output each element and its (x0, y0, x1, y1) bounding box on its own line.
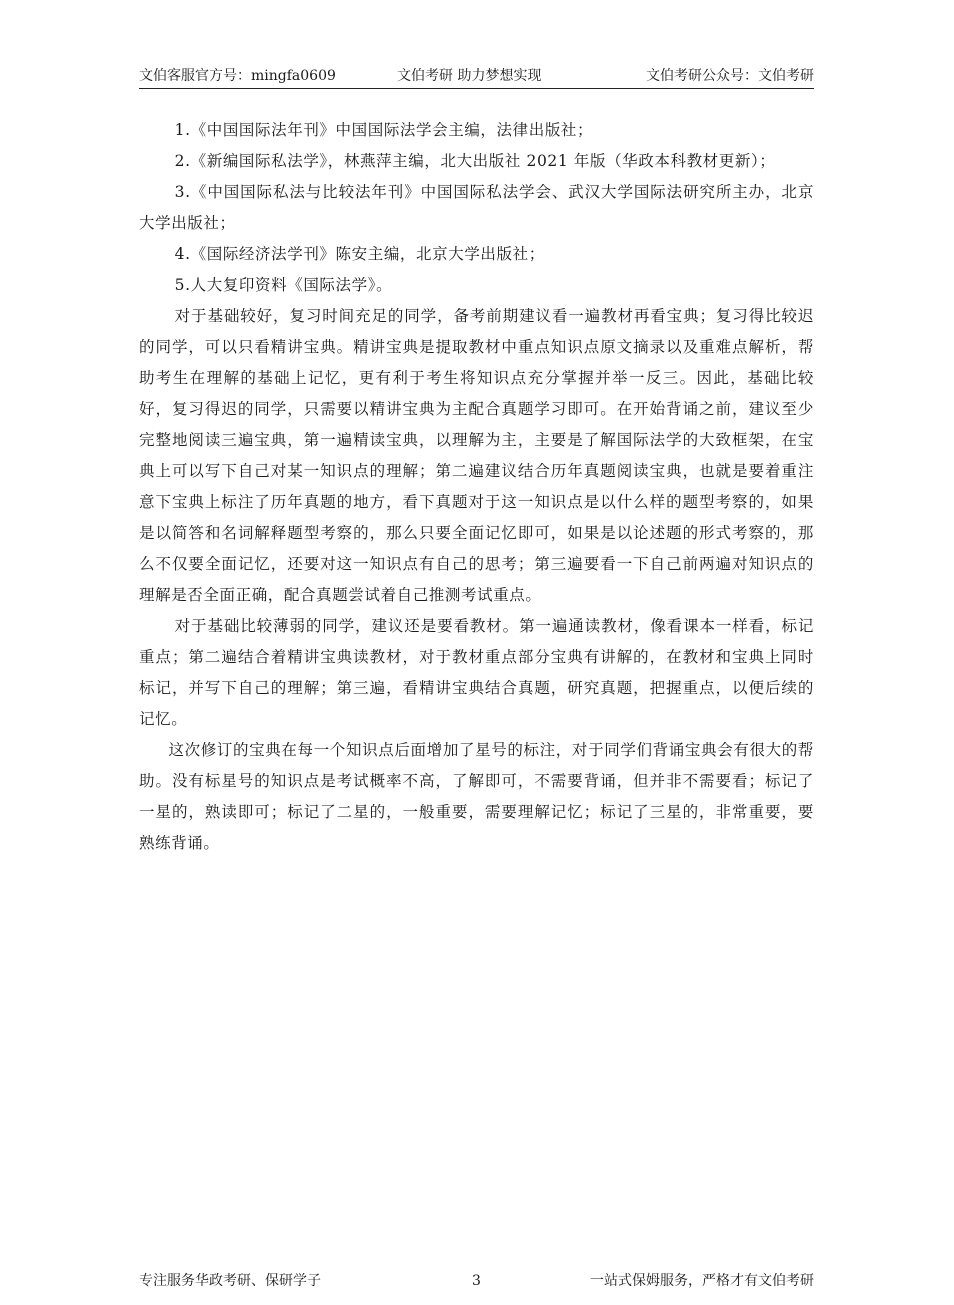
reference-item: 3.《中国国际私法与比较法年刊》中国国际私法学会、武汉大学国际法研究所主办，北京大学出版社； (139, 183, 814, 232)
page-number: 3 (472, 1273, 481, 1289)
header-slogan: 文伯考研 助力梦想实现 (397, 68, 542, 84)
footer-tagline-right: 一站式保姆服务，严格才有文伯考研 (590, 1273, 814, 1289)
footer-tagline-left: 专注服务华政考研、保研学子 (139, 1273, 321, 1289)
header-service-account: 文伯客服官方号：mingfa0609 (139, 68, 336, 84)
reference-item: 2.《新编国际私法学》，林燕萍主编，北大出版社 2021 年版（华政本科教材更新）； (174, 152, 776, 170)
paragraph-star-markings: 这次修订的宝典在每一个知识点后面增加了星号的标注，对于同学们背诵宝典会有很大的帮助。没有标星号的知识点是考试概率不高，了解即可，不需要背诵，但并非不需要看；标记了一星的，熟读即可；标记了二星的，一般重要，需要理解记忆；标记了三星的，非常重要，要熟练背诵。 (139, 741, 814, 852)
header-public-account: 文伯考研公众号：文伯考研 (646, 68, 814, 84)
paragraph-strong-foundation: 对于基础较好，复习时间充足的同学，备考前期建议看一遍教材再看宝典；复习得比较迟的同学，可以只看精讲宝典。精讲宝典是提取教材中重点知识点原文摘录以及重难点解析，帮助考生在理解的基础上记忆，更有利于考生将知识点充分掌握并举一反三。因此，基础比较好，复习得迟的同学，只需要以精讲宝典为主配合真题学习即可。在开始背诵之前，建议至少完整地阅读三遍宝典，第一遍精读宝典，以理解为主，主要是了解国际法学的大致框架，在宝典上可以写下自己对某一知识点的理解；第二遍建议结合历年真题阅读宝典，也就是要着重注意下宝典上标注了历年真题的地方，看下真题对于这一知识点是以什么样的题型考察的，如果是以简答和名词解释题型考察的，那么只要全面记忆即可，如果是以论述题的形式考察的，那么不仅要全面记忆，还要对这一知识点有自己的思考；第三遍要看一下自己前两遍对知识点的理解是否全面正确，配合真题尝试着自己推测考试重点。 (139, 307, 814, 604)
page-footer (139, 1271, 814, 1293)
page-header (139, 66, 814, 89)
paragraph-weak-foundation: 对于基础比较薄弱的同学，建议还是要看教材。第一遍通读教材，像看课本一样看，标记重点；第二遍结合着精讲宝典读教材，对于教材重点部分宝典有讲解的，在教材和宝典上同时标记，并写下自己的理解；第三遍，看精讲宝典结合真题，研究真题，把握重点，以便后续的记忆。 (139, 617, 814, 728)
document-body (139, 115, 814, 859)
reference-item: 4.《国际经济法学刊》陈安主编，北京大学出版社； (174, 245, 545, 263)
reference-item: 5.人大复印资料《国际法学》。 (174, 276, 393, 294)
reference-item: 1.《中国国际法年刊》中国国际法学会主编，法律出版社； (174, 121, 594, 139)
